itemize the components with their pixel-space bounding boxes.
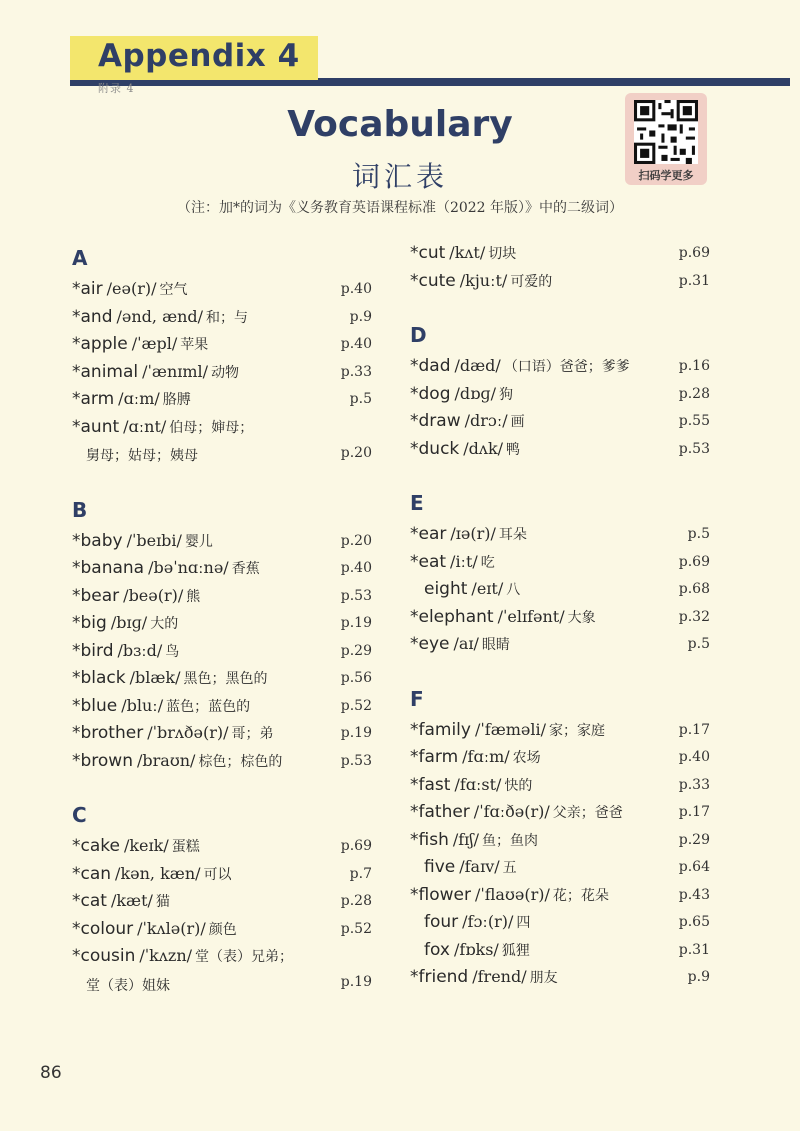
entry-word: *cake	[72, 836, 120, 856]
entry-page-ref: p.31	[678, 941, 710, 958]
section-letter: F	[410, 686, 424, 711]
entry-text	[72, 748, 335, 776]
entry-page-ref: p.7	[349, 865, 372, 882]
vocab-entry	[72, 638, 372, 666]
entry-text	[410, 772, 673, 800]
section-letter: D	[410, 323, 427, 347]
entry-text	[410, 909, 673, 937]
entry-phonetic: /eɪt/	[471, 579, 504, 598]
entry-page-ref: p.53	[340, 587, 372, 604]
entry-meaning: 和；与	[206, 309, 249, 326]
entry-meaning: 五	[502, 860, 517, 876]
entry-word: *black	[72, 668, 126, 688]
vocab-entry	[72, 943, 372, 999]
entry-phonetic: /bɪɡ/	[110, 613, 148, 632]
entry-word: *cut	[410, 243, 446, 263]
entry-word: eight	[424, 579, 468, 599]
entry-text	[410, 268, 673, 296]
entry-page-ref: p.5	[349, 391, 372, 407]
vocab-column-left	[72, 240, 372, 999]
entry-phonetic: /kæt/	[110, 891, 153, 910]
entry-page-ref: p.55	[678, 413, 710, 429]
entry-page-ref: p.33	[340, 363, 372, 380]
entry-phonetic: /keɪk/	[123, 836, 169, 855]
entry-phonetic: /drɔː/	[464, 411, 508, 430]
vocab-column-right	[410, 240, 710, 992]
entry-text	[72, 833, 335, 861]
entry-meaning: 大的	[150, 616, 179, 632]
entry-text	[72, 720, 335, 748]
entry-word: five	[424, 857, 456, 877]
page-title: Vocabulary	[287, 104, 513, 145]
entry-meaning: 鸭	[506, 441, 521, 458]
entry-phonetic: /dʌk/	[463, 438, 504, 458]
entry-meaning: 吃	[480, 554, 495, 571]
entry-phonetic: /iːt/	[450, 551, 478, 571]
entry-text	[410, 799, 673, 827]
entry-word: *fish	[410, 829, 449, 850]
entry-word: *brown	[72, 750, 133, 771]
entry-text	[72, 304, 344, 332]
entry-text	[410, 854, 673, 882]
entry-phonetic: /bɜːd/	[117, 640, 163, 660]
vocab-entry	[72, 359, 372, 387]
vocab-entry	[72, 665, 372, 693]
vocab-entry	[72, 916, 372, 944]
entry-word: *dad	[410, 356, 451, 376]
entry-word: *banana	[72, 558, 145, 578]
entry-text	[410, 576, 673, 604]
vocab-entry	[72, 748, 372, 776]
entry-page-ref: p.53	[678, 440, 710, 457]
entry-text	[72, 583, 335, 611]
entry-text	[72, 888, 335, 916]
page-number: 86	[40, 1063, 62, 1083]
entry-meaning: 朋友	[529, 970, 558, 986]
entry-page-ref: p.5	[687, 636, 710, 652]
entry-text	[410, 717, 673, 745]
entry-meaning: 花；花朵	[552, 887, 609, 904]
entry-text	[72, 331, 335, 359]
entry-text	[72, 359, 335, 387]
vocab-entry	[410, 799, 710, 827]
entry-word: *brother	[72, 723, 144, 743]
entry-page-ref: p.64	[678, 859, 710, 875]
entry-meaning: 蓝色；蓝色的	[166, 698, 251, 715]
entry-phonetic: /ˈkʌlə(r)/	[137, 918, 206, 938]
entry-page-ref: p.16	[678, 358, 710, 374]
entry-meaning: 快的	[504, 777, 533, 794]
entry-word: *big	[72, 613, 107, 633]
entry-text	[72, 555, 335, 583]
entry-phonetic: /ˈæpl/	[131, 334, 178, 353]
section-gap	[410, 659, 710, 681]
entry-word: *draw	[410, 411, 461, 431]
entry-meaning: 棕色；棕色的	[198, 753, 283, 770]
entry-word: *baby	[72, 530, 123, 551]
vocab-entry	[410, 882, 710, 910]
section-letter: E	[410, 491, 424, 515]
section-letter: B	[72, 497, 88, 522]
entry-meaning: 熊	[186, 588, 201, 605]
section-letter: C	[72, 803, 87, 827]
entry-phonetic: /dɒɡ/	[454, 383, 496, 403]
entry-page-ref: p.40	[678, 749, 710, 765]
entry-phonetic: /ˈflaʊə(r)/	[474, 884, 550, 904]
vocab-entry	[410, 549, 710, 577]
entry-phonetic: /ˈelɪfənt/	[497, 606, 565, 626]
entry-meaning-continued: 堂（表）姐妹	[86, 977, 170, 994]
entry-page-ref: p.20	[340, 444, 372, 461]
entry-meaning: 可以	[203, 866, 232, 883]
entry-meaning: 哥；弟	[231, 726, 274, 742]
section-gap	[72, 470, 372, 492]
entry-phonetic: /ˈbeɪbi/	[126, 530, 182, 550]
entry-text	[72, 528, 335, 556]
vocab-entry	[410, 909, 710, 937]
vocab-entry	[410, 964, 710, 992]
entry-word: *colour	[72, 918, 134, 939]
entry-page-ref: p.69	[340, 838, 372, 854]
entry-page-ref: p.19	[340, 974, 372, 990]
entry-phonetic: /eə(r)/	[106, 279, 157, 298]
entry-meaning-continued: 舅母；姑母；姨母	[86, 448, 198, 464]
entry-phonetic: /dæd/	[454, 356, 501, 375]
entry-text	[72, 638, 335, 666]
entry-page-ref: p.17	[678, 721, 710, 738]
vocab-entry	[72, 528, 372, 556]
entry-word: *ear	[410, 524, 447, 544]
entry-phonetic: /fɪʃ/	[452, 829, 480, 849]
entry-page-ref: p.32	[678, 608, 710, 625]
entry-phonetic: /ˈfæməli/	[474, 719, 546, 739]
entry-word: fox	[424, 939, 450, 960]
entry-page-ref: p.31	[678, 272, 710, 289]
entry-text	[72, 610, 335, 638]
entry-page-ref: p.29	[678, 831, 710, 848]
entry-meaning: 苹果	[180, 337, 209, 353]
entry-page-ref: p.40	[340, 336, 372, 352]
entry-text	[72, 861, 344, 889]
entry-meaning: 颜色	[208, 921, 237, 938]
entry-text	[410, 631, 682, 659]
qr-label: 扫码学更多	[638, 169, 694, 182]
entry-meaning: 鱼；鱼肉	[482, 832, 539, 849]
entry-word: *cute	[410, 270, 456, 291]
entry-text	[410, 240, 673, 268]
entry-word: four	[424, 912, 459, 932]
entry-meaning: 香蕉	[231, 561, 260, 577]
vocab-entry	[410, 353, 710, 381]
entry-meaning: 大象	[567, 609, 596, 626]
entry-meaning: 切块	[488, 246, 517, 262]
entry-page-ref: p.43	[678, 886, 710, 903]
qr-card[interactable]	[625, 93, 707, 185]
qr-code-icon	[634, 100, 698, 164]
vocab-entry	[410, 436, 710, 464]
entry-meaning: 狗	[499, 386, 513, 403]
vocab-entry	[410, 521, 710, 549]
standard-note: （注：加*的词为《义务教育英语课程标准（2022 年版）》中的二级词）	[176, 200, 624, 216]
entry-phonetic: /kjuːt/	[459, 270, 508, 290]
entry-word: *animal	[72, 361, 139, 382]
entry-word: *bear	[72, 585, 120, 606]
vocab-entry	[410, 854, 710, 882]
entry-meaning: 可爱的	[510, 273, 553, 290]
entry-phonetic: /bluː/	[121, 695, 164, 715]
entry-text	[410, 882, 673, 910]
entry-phonetic: /fɔː(r)/	[462, 912, 514, 931]
entry-meaning: 婴儿	[184, 533, 213, 550]
vocab-entry	[72, 276, 372, 304]
entry-meaning: 狐狸	[501, 942, 530, 959]
entry-word: *cousin	[72, 946, 136, 966]
entry-text	[72, 943, 335, 999]
entry-meaning: 胳膊	[162, 392, 191, 408]
entry-word: *fast	[410, 774, 451, 795]
entry-word: *blue	[72, 695, 118, 716]
entry-meaning: 鸟	[165, 643, 180, 660]
entry-word: *flower	[410, 884, 471, 905]
vocab-entry	[410, 240, 710, 268]
entry-meaning: 空气	[159, 282, 188, 298]
vocab-entry	[410, 772, 710, 800]
section-gap	[72, 775, 372, 797]
entry-meaning: 画	[510, 414, 525, 430]
vocab-entry	[72, 833, 372, 861]
page-title-cn: 词汇表	[351, 160, 448, 193]
section-gap	[410, 463, 710, 485]
entry-word: *arm	[72, 389, 115, 409]
entry-word: *father	[410, 802, 470, 822]
entry-phonetic: /ˈænɪml/	[142, 361, 209, 381]
vocab-entry	[410, 408, 710, 436]
entry-phonetic: /braʊn/	[137, 750, 196, 770]
entry-text	[72, 693, 335, 721]
entry-page-ref: p.9	[349, 308, 372, 325]
entry-text	[72, 276, 335, 304]
entry-word: *duck	[410, 438, 460, 459]
entry-phonetic: /frend/	[472, 967, 527, 986]
entry-word: *eat	[410, 551, 447, 572]
vocab-entry	[72, 414, 372, 470]
vocab-entry	[72, 693, 372, 721]
entry-word: *farm	[410, 747, 459, 767]
vocab-entry	[410, 268, 710, 296]
entry-text	[410, 549, 673, 577]
entry-page-ref: p.19	[340, 615, 372, 631]
entry-phonetic: /fɑːst/	[454, 774, 502, 794]
entry-meaning: 堂（表）兄弟；	[195, 949, 294, 965]
vocab-entry	[72, 610, 372, 638]
entry-text	[410, 827, 673, 855]
entry-phonetic: /faɪv/	[459, 857, 500, 876]
entry-page-ref: p.19	[340, 725, 372, 741]
entry-meaning: 蛋糕	[171, 839, 200, 855]
entry-phonetic: /kən, kæn/	[115, 863, 201, 883]
entry-text	[410, 381, 673, 409]
entry-page-ref: p.28	[678, 385, 710, 402]
entry-page-ref: p.52	[340, 697, 372, 714]
entry-text	[410, 436, 673, 464]
entry-phonetic: /ˈfɑːðə(r)/	[473, 802, 550, 821]
entry-meaning: 八	[506, 582, 521, 598]
section-gap	[410, 295, 710, 317]
vocab-entry	[72, 331, 372, 359]
entry-page-ref: p.68	[678, 581, 710, 597]
entry-meaning: 耳朵	[498, 527, 527, 543]
entry-word: *and	[72, 306, 113, 327]
entry-page-ref: p.69	[678, 245, 710, 261]
entry-word: *family	[410, 719, 471, 740]
entry-page-ref: p.29	[340, 642, 372, 659]
vocab-entry	[72, 720, 372, 748]
vocab-entry	[72, 304, 372, 332]
entry-text	[72, 665, 335, 693]
vocab-entry	[410, 827, 710, 855]
entry-page-ref: p.33	[678, 776, 710, 793]
section-letter: A	[72, 246, 88, 270]
vocab-entry	[410, 937, 710, 965]
vocab-entry	[72, 888, 372, 916]
entry-meaning: 家；家庭	[549, 722, 605, 739]
entry-page-ref: p.20	[340, 532, 372, 549]
entry-page-ref: p.52	[340, 920, 372, 937]
vocab-entry	[72, 583, 372, 611]
vocab-entry	[72, 555, 372, 583]
entry-word: *apple	[72, 334, 128, 354]
appendix-subtitle: 附录 4	[98, 82, 135, 95]
entry-page-ref: p.17	[678, 804, 710, 820]
vocab-entry	[410, 604, 710, 632]
entry-text	[72, 916, 335, 944]
entry-meaning: 伯母；婶母；	[169, 419, 254, 436]
vocab-entry	[410, 381, 710, 409]
entry-page-ref: p.69	[678, 553, 710, 570]
vocab-entry	[72, 861, 372, 889]
entry-phonetic: /ənd, ænd/	[116, 306, 204, 326]
entry-text	[410, 604, 673, 632]
entry-phonetic: /kʌt/	[449, 243, 486, 262]
entry-meaning: 父亲；爸爸	[552, 805, 623, 821]
entry-phonetic: /ɪə(r)/	[450, 524, 496, 543]
appendix-title: Appendix 4	[98, 38, 300, 74]
vocab-entry	[410, 717, 710, 745]
entry-page-ref: p.5	[687, 526, 710, 542]
entry-text	[410, 937, 673, 965]
entry-word: *bird	[72, 640, 114, 661]
entry-text	[72, 386, 344, 414]
entry-phonetic: /blæk/	[129, 668, 181, 687]
entry-word: *elephant	[410, 606, 494, 627]
entry-text	[410, 744, 673, 772]
entry-text	[72, 414, 335, 470]
entry-page-ref: p.28	[340, 893, 372, 909]
entry-page-ref: p.53	[340, 752, 372, 769]
entry-meaning: （口语）爸爸；爹爹	[503, 359, 630, 375]
entry-page-ref: p.40	[340, 560, 372, 576]
entry-word: *can	[72, 863, 112, 884]
entry-phonetic: /ˈkʌzn/	[139, 946, 193, 965]
entry-phonetic: /fɑːm/	[462, 747, 510, 766]
entry-word: *friend	[410, 967, 469, 987]
entry-page-ref: p.65	[678, 914, 710, 930]
entry-page-ref: p.56	[340, 670, 372, 686]
entry-meaning: 黑色；黑色的	[183, 671, 268, 687]
entry-phonetic: /bəˈnɑːnə/	[148, 558, 229, 577]
entry-phonetic: /ˈbrʌðə(r)/	[147, 723, 229, 742]
entry-phonetic: /beə(r)/	[123, 585, 184, 605]
entry-text	[410, 521, 682, 549]
vocab-entry	[72, 386, 372, 414]
entry-text	[410, 408, 673, 436]
entry-page-ref: p.9	[687, 969, 710, 985]
vocab-entry	[410, 576, 710, 604]
entry-meaning: 动物	[211, 364, 240, 381]
entry-word: *eye	[410, 634, 450, 654]
entry-word: *dog	[410, 383, 451, 404]
entry-phonetic: /ɑːnt/	[123, 416, 167, 436]
entry-word: *cat	[72, 891, 107, 911]
vocab-entry	[410, 631, 710, 659]
entry-text	[410, 353, 673, 381]
entry-meaning: 农场	[512, 750, 541, 766]
entry-meaning: 眼睛	[481, 637, 510, 653]
entry-word: *aunt	[72, 416, 120, 437]
entry-phonetic: /aɪ/	[453, 634, 479, 653]
entry-word: *air	[72, 279, 103, 299]
entry-meaning: 四	[516, 915, 531, 931]
entry-page-ref: p.40	[340, 281, 372, 297]
entry-phonetic: /ɑːm/	[118, 389, 160, 408]
entry-meaning: 猫	[155, 894, 170, 910]
vocab-entry	[410, 744, 710, 772]
entry-phonetic: /fɒks/	[453, 939, 499, 959]
entry-text	[410, 964, 682, 992]
